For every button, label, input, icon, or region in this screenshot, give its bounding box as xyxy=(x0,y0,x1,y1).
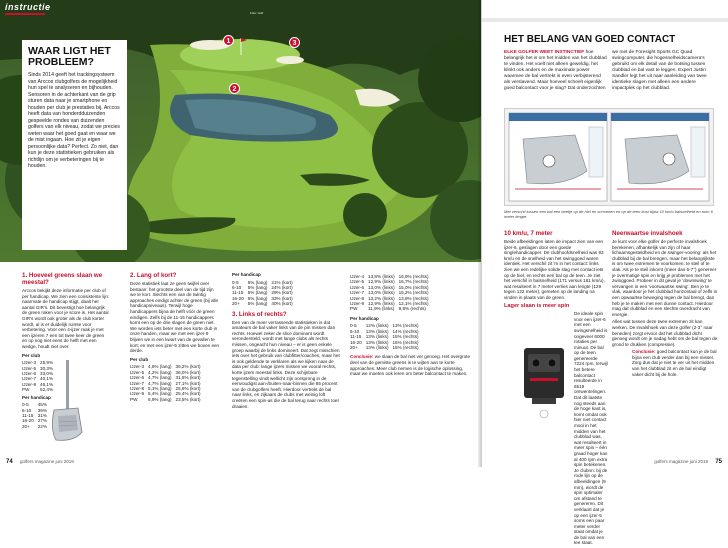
table-row: IJzer-6 4,7% (lang) 31,5% (kort) xyxy=(130,375,201,381)
table-row: IJzer-9 5,4% (lang) 25,4% (kort) xyxy=(130,391,201,397)
body-angle: Je kunt voor elke golfer de perfecte invalshoek berekenen, afhankelijk van zijn of haar lichaamsgesteldheid en de swinger-vooring: als het clubblad bij de bal brengen, maar het belangrijkste is om twee extremen te voorkomen: te steil of te vlak. Als je te steil inkomt (meer dan 6-7°) genereer je overmatige spin en krijg je problemen met het zwinggoed. Probeer in dit geval je 'downswing' te vervangen in een 'voorwaartse swing'. Ben je te vlak, waardoor je het clubblad horizontaal of zelfs in een opwaartse beweging tegen de bal brengt, dan heb je te maken met een dunne contact. Hierdoor mag dat clubblad en een slechte overdracht van energie. xyxy=(612,239,718,317)
table-row: PW 6,9% (lang) 23,5% (kort) xyxy=(130,396,201,402)
body-angle-2: Alles wat tussen deze twee extremen zit kan werken. De invalshoek van deze golfer (2-3° naar beneden) zorgt ervoor dat het clubblad dicht genoeg wordt om je nadag hebt om de bal tegen de grond te drukken (compressie). xyxy=(612,319,718,347)
right-title: HET BELANG VAN GOED CONTACT xyxy=(504,34,676,45)
marker-2: 2 xyxy=(229,83,240,94)
marker-1: 1 xyxy=(223,35,234,46)
long-short-hcp-header: Per handicap xyxy=(232,272,261,277)
intro-lead: ELKE GOLFER WEET INSTINCTIEF xyxy=(504,50,585,55)
table-row: IJzer-7 13,0% (links) 15,2% (rechts) xyxy=(350,290,429,296)
body-speed: Beide afbeeldingen laten de impact zien van een ijzer-6, geslagen door een goede singlehandicapper. De clubhoofdsnelheid was 93 km/u en de snelheid van het swinggoed waren identiek. Het verschil zit 'm in het contact: links zien we een redelijke solide slag met contact iets op de hiel, en rechts een bal op de teen. Je ziet het verschil in balsnelheid (171 versus 161 km/u), wat resulteert in 7 meter verlies aan lengte (129 tegen 122 meter), gemeten op de landing na vinden in plaats van de green. xyxy=(504,239,605,300)
intro-column-a xyxy=(504,50,608,92)
footer-left: golfers magazine juni 2019 xyxy=(20,459,74,464)
conclusion-right xyxy=(632,349,718,377)
launch-monitor-device-icon xyxy=(516,338,572,422)
table-row: 6-10 5% (lang) 24% (kort) xyxy=(232,285,293,290)
conclusion-text: we slaan de bal niet ver genoeg. Het overgrote deel van de gemiste greens is te wijten aan te korte approaches. Meer club nemen is de logische oplossing, maar we moeten ook leren om beter balcontact te maken. xyxy=(350,354,471,377)
table-row: 0-5 45% xyxy=(22,402,47,408)
right-page xyxy=(481,0,728,546)
conclusion-label: Conclusie: xyxy=(632,349,656,355)
body-gir: Arccos bekijkt deze informatie per club of per handicap. We zien een consistente lijn: naarmate de handicap stijgt, daalt het aantal GIR's. Dit bevestigt hoe belangrijk de green raken voor je score is. Het aantal GIR's wordt ook groter als de club korter wordt, al is er duidelijk ruimte voor verbetering. Voor een 4-ijzer raak je met een ijzeren 7 een tot twee keer de green en op nog niet eens de helft met een wedge, houdt niet over. xyxy=(22,288,110,349)
table-row: IJzer-6 13,0% (links) 15,0% (rechts) xyxy=(350,284,429,290)
table-row: 11-15 13% (links) 15% (rechts) xyxy=(350,334,419,340)
top-bar xyxy=(482,18,728,22)
impact-comparison-illustration xyxy=(505,109,713,205)
column-left-right-data xyxy=(350,272,474,380)
heading-long-short: 2. Lang of kort? xyxy=(130,272,177,279)
marker-3: 3 xyxy=(289,37,300,48)
table-row: IJzer-8 13,2% (links) 13,8% (rechts) xyxy=(350,295,429,301)
table-row: 11-15 5% (lang) 29% (kort) xyxy=(232,290,293,296)
table-row: IJzer-4 13,8% (links) 16,9% (rechts) xyxy=(350,274,429,279)
callout-title: WAAR LIGT HET PROBLEEM? xyxy=(28,45,111,68)
table-row: 16-20 13% (links) 15% (rechts) xyxy=(350,339,419,345)
problem-callout xyxy=(22,40,127,250)
section-tag: instructie xyxy=(5,2,51,15)
long-short-club-header: Per club xyxy=(130,356,149,362)
table-row: IJzer-5 30,3% xyxy=(22,365,54,371)
intro-column-b: we met de Foresight Sports GC Quad swingcomputer, die hogesnelheidscamera's gebruikt om elk detail van de botsing tussen clubblad en bal vast te leggen. Expert Justin Sandler legt het uit naar aanleiding van twee identieke slagen met alleen een andere impactplek op het clubblad. xyxy=(612,50,707,91)
table-row: 16-20 27% xyxy=(22,418,47,424)
column-angle xyxy=(612,230,718,379)
column-left-right xyxy=(232,272,340,412)
table-row: 0-5 5% (lang) 21% (kort) xyxy=(232,279,293,285)
table-row: 11-15 31% xyxy=(22,412,47,418)
heading-angle: Neerwaartse invalshoek xyxy=(612,230,683,237)
impact-screens xyxy=(504,108,714,206)
table-row: 6-10 13% (links) 14% (rechts) xyxy=(350,328,419,334)
table-row: PW 11,9% (links) 9,8% (rechts) xyxy=(350,306,426,312)
heading-spin: Lager slaan is meer spin xyxy=(504,302,570,309)
table-row: 6-10 39% xyxy=(22,407,47,413)
table-row: 20+ 5% (lang) 40% (kort) xyxy=(232,301,293,307)
table-row: IJzer-8 5,1% (lang) 25,6% (kort) xyxy=(130,385,201,391)
table-row: 20+ 13% (links) 15% (rechts) xyxy=(350,345,419,351)
intro-a: hoe belangrijk het is om het midden van het clubblad te vinden. Het voelt niet alleen geweldig, het klinkt ook anders en de maximale power waarmee de bal vertrekt is even verbijsterend als verslavend. Maar hoeveel scheelt eigenlijk goed balcontact voor je slag? Dat onderzochten xyxy=(504,50,607,91)
heading-speed: 10 km/u, 7 meter xyxy=(504,230,553,237)
body-long-short: Deze statistiek laat ze geen twijfel over bestaan: het grootste deel van de tijd zijn we te kort. Slechts een van de twintig approaches eindigt achter de green (bij alle handicapniveaus). Terwijl hoge handicappers bijna de helft vóór de green eindigen. Zelfs bij de 11-15 handicappers komt een op de drie slagen de green niet. We worden iets beter met een korte club in onze handen, maar we met een ijzer-9 blijven we in een kwart van de gevallen te kort; en met een ijzer-5 zitten we boven een derde. xyxy=(130,281,220,354)
page-number-left: 74 xyxy=(6,459,13,465)
body-left-right: Een van de meer verrassende statistieken is dat amateurs de bal vaker links van de pin missen dan rechts. Hoewel zeker de slice dominant wordt verondersteld, wordt met lange clubs als rechts missen, ongeacht hun niveau – er is geen enkele groep waarbij de links domineert. Dat zegt misschien iets over het gebruik van clubfitter/coaches, maar het is ook geldende te verklaren als we kijken naar de data per club: lange ijzers missen we vooral rechts, korte ijzers meestal links. Deze schijnbare tegenstelling vindt wellicht zijn oorsprong in de eenvoudigst aan-/buiten-naar-binnen die 85 procent van de clubgolfers heeft. Hierdoor vertrekt de bal naar links, en zijkaars de clubs met weinig loft creëren een spin-as die de bal terug naar rechts toet draaien. xyxy=(232,319,340,409)
table-row: PW 52,4% xyxy=(22,387,54,393)
gir-club-header: Per club xyxy=(22,352,41,358)
golf-course-photo xyxy=(0,0,481,262)
iron-club-icon xyxy=(44,360,86,450)
page-number-right: 75 xyxy=(715,459,722,465)
column-long-short xyxy=(130,272,220,402)
table-row: 20+ 22% xyxy=(22,423,47,429)
table-row: IJzer-5 4,2% (lang) 36,0% (kort) xyxy=(130,369,201,375)
image-caption: Met verschil tussen een bal een beetje op de hiel en schoenen en op de teen kost bijna 10 km/u balsnelheid en ruim 6 meter lengte. xyxy=(504,209,713,219)
conclusion-left xyxy=(350,354,474,376)
table-row: IJzer-7 40,1% xyxy=(22,376,54,382)
callout-body: Sinds 2014 geeft het trackingsysteem van Arccos clubgolfers de mogelijkheid hun spel te analyseren en bijhouden. Sensoren in de achterkant van de grip sturen data naar je smartphone en houden per club je prestaties bij. Arccos heeft data van honderdduizenden gespeelde rondes van duizenden golfers van elk niveau, zodat we precies weten waar het goed gaat en waar we de mist ingaan. Hoe zit je eigen persoonlijke data? Perfect. Zo niet, dan kun je deze statistieken gebruiken als richtlijn om je verbeteringen bij te houden. xyxy=(28,72,120,169)
table-row: IJzer-3 4,6% (lang) 36,2% (kort) xyxy=(130,364,201,370)
table-row: 16-20 5% (lang) 33% (kort) xyxy=(232,295,293,301)
long-short-hcp-table xyxy=(232,280,297,307)
conclusion-label: Conclusie: xyxy=(350,354,374,360)
table-row: IJzer-5 12,9% (links) 16,7% (rechts) xyxy=(350,279,429,285)
table-row: IJzer-9 12,9% (links) 12,1% (rechts) xyxy=(350,301,429,307)
table-row: IJzer-7 4,7% (lang) 27,1% (kort) xyxy=(130,380,201,386)
left-right-hcp-header: Per handicap xyxy=(350,315,379,321)
heading-gir: 1. Hoeveel greens slaan we meestal? xyxy=(22,272,103,286)
conclusion-text: goed balcontact kun je de bal bijna een club verder dan bij een misser. Zorg dus dat je niet te ver uit het midden van het clubblad zit en de bal eindigt vaker dicht bij de hole. xyxy=(632,349,717,377)
left-right-hcp-table xyxy=(350,323,423,350)
table-row: IJzer-6 33,0% xyxy=(22,370,54,376)
footer-right: golfers magazine juni 2019 xyxy=(654,459,708,464)
heading-left-right: 3. Links of rechts? xyxy=(232,310,287,318)
table-row: IJzer-9 46,1% xyxy=(22,381,54,387)
left-right-club-table xyxy=(350,274,432,312)
table-row: IJzer-3 25,9% xyxy=(22,360,54,366)
table-row: 0-5 12% (links) 13% (rechts) xyxy=(350,323,419,329)
long-short-club-table xyxy=(130,364,205,402)
body-spin: De ideale spin voor een ijzer-6 met een swingsnelheid is ongeveer 6000 rotaties per minuut. De bal op de teen genereerde 7224 rpm, terwijl het betere balcontact resulteerde in 6519 omwentelingen. Dat dit laatste nog steeds aan de hoge kant is, komt omdat ook hier niet contact mooi in het midden van het clubblad was, wat resulteert in meer spin – één graad hoger kan al 400 rpm extra spin betekenen. Je clubnn: bij de rode lijn op de afbeeldingen (9 mm), wordt de spin optimaler om afstand te genereren. Dit verklaart dat je op een ijzer-5 soms een paar meter verder staat omdat je de bal van een tee staat. xyxy=(574,311,608,546)
gir-hcp-header: Per handicap xyxy=(22,394,51,400)
photo-credit: Foto: Golf xyxy=(250,11,264,15)
